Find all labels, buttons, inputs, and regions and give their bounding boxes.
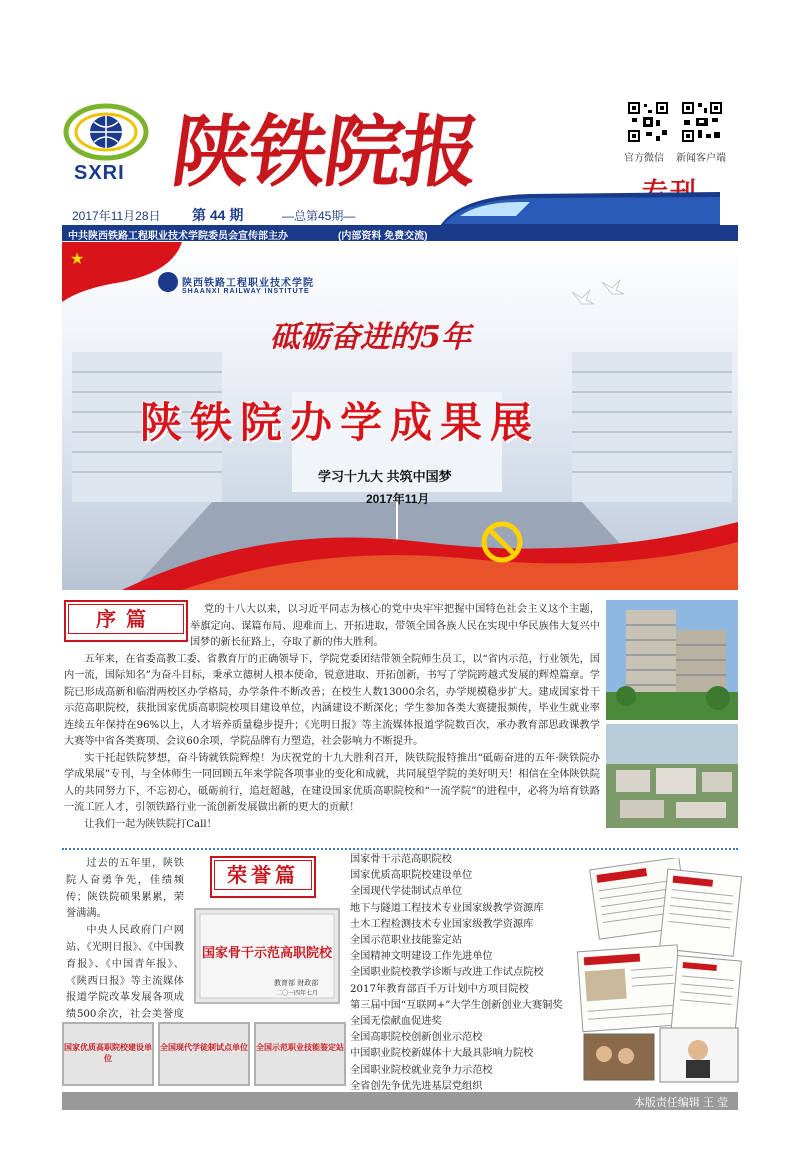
honor-item: 全省创先争优先进基层党组织 — [350, 1080, 483, 1092]
hero-slogan: 学习十九大 共筑中国梦 — [318, 469, 452, 484]
honor-item: 第三届中国“互联网+”大学生创新创业大赛铜奖 — [350, 999, 563, 1011]
plaque-small-title: 全国现代学徒制试点单位 — [160, 1042, 248, 1052]
honor-item: 中国职业院校新媒体十大最具影响力院校 — [350, 1048, 534, 1060]
honors-intro — [66, 856, 184, 1041]
honors-heading-box — [210, 856, 316, 898]
honor-item: 全国现代学徒制试点单位 — [350, 886, 463, 898]
preface-heading: 序篇 — [68, 604, 184, 634]
qr-code-icon[interactable] — [626, 100, 670, 144]
campus-building-photo — [606, 600, 738, 720]
total-issue-number: —总第45期— — [282, 209, 356, 223]
honors-list — [350, 852, 600, 1111]
plaque-main-date: 二〇一四年七月 — [276, 990, 319, 997]
plaque-main-org: 教育部 财政部 — [274, 979, 319, 987]
plaque-frame — [254, 1022, 346, 1086]
hero-date: 2017年11月 — [366, 492, 430, 506]
honors-intro-paragraph: 中央人民政府门户网站、《光明日报》、《中国教育报》、《中国青年报》、《陕西日报》等主流媒体报道学院改革发展各项成绩500余次，社会美誉度 — [66, 925, 184, 1021]
section-divider — [62, 848, 738, 850]
honor-item: 全国职业院校教学诊断与改进工作试点院校 — [350, 967, 544, 979]
svg-text:★: ★ — [70, 249, 85, 268]
publisher-band — [62, 225, 738, 241]
logo-text: SXRI — [74, 162, 125, 184]
hero-school-name: 陕西铁路工程职业技术学院 — [182, 278, 314, 289]
honor-item: 国家优质高职院校建设单位 — [350, 870, 473, 882]
hero-banner — [62, 242, 738, 590]
dateline — [62, 205, 442, 223]
plaque-main-title: 国家骨干示范高职院校 — [201, 946, 332, 961]
preface-article — [64, 602, 600, 833]
plaque-frame — [158, 1022, 250, 1086]
masthead-title: 陕铁院报 — [166, 107, 484, 198]
honors-heading: 荣誉篇 — [214, 860, 312, 890]
honor-item: 土木工程检测技术专业国家级教学资源库 — [350, 918, 534, 930]
preface-paragraph: 让我们一起为陕铁院打Call！ — [84, 818, 217, 830]
publisher-note: (内部资料 免费交流) — [338, 231, 428, 242]
qr-code-icon[interactable] — [680, 100, 724, 144]
honor-item: 全国职业院校就业竞争力示范校 — [350, 1064, 493, 1076]
plaque-small-title: 全国示范职业技能鉴定站 — [256, 1042, 344, 1052]
preface-paragraph: 五年来，在省委高教工委、省教育厅的正确领导下，学院党委团结带领全院师生员工，以“省内示范，行业领先，国内一流，国际知名”为奋斗目标，秉承立德树人根本使命，锐意进取、开拓创新，书写了学院跨越式发展的辉煌篇章。学院已形成高新和临渭两校区办学格局，办学条件不断改善；在校生人数13000余名，办学规模稳步扩大。建成国家骨干示范高职院校，获批国家优质高职院校项目建设单位，内涵建设不断深化；学生参加各类大赛捷报频传，毕业生就业率连续五年保持在96%以上，人才培养质量稳步提升；《光明日报》等主流媒体报道学院数百次，承办教育部思政课教学大赛等中省各类赛项、会议60余项，学院品牌有力塑造，社会影响力不断提升。 — [64, 653, 600, 747]
qr-label-wechat: 官方微信 — [624, 153, 664, 164]
honor-item: 全国示范职业技能鉴定站 — [350, 935, 463, 947]
honors-intro-paragraph: 过去的五年里，陕铁院人奋勇争先，佳绩频传；陕铁院硕果累累，荣誉满满。 — [66, 858, 184, 920]
honor-item: 国家骨干示范高职院校 — [350, 854, 452, 865]
campus-aerial-photo — [606, 724, 738, 828]
preface-paragraph: 党的十八大以来，以习近平同志为核心的党中央牢牢把握中国特色社会主义这个主题，举旗定向、谋篇布局、迎难而上、开拓进取，带领全国各族人民在实现中华民族伟大复兴中国梦的新长征路上，夺取了新的伟大胜利。 — [190, 604, 600, 648]
plaque-small-title: 国家优质高职院校建设单位 — [64, 1042, 152, 1063]
honor-item: 地下与隧道工程技术专业国家级教学资源库 — [350, 902, 544, 914]
preface-paragraph: 实干托起铁院梦想，奋斗铸就铁院辉煌！为庆祝党的十九大胜利召开，陕铁院报特推出“砥砺奋进的五年·陕铁院办学成果展”专刊，与全体师生一同回顾五年来学院各项事业的变化和成就，共同展望学院的美好明天！相信在全体陕铁院人的共同努力下，不忘初心，砥砺前行，追赶超越，在建设国家优质高职院校和“一流学院”的进程中，必将为培育铁路一流工匠人才，引领铁路行业一流创新发展做出新的更大的贡献！ — [64, 752, 600, 813]
honor-item: 全国高职院校创新创业示范校 — [350, 1032, 483, 1044]
hero-school-name-en: SHAANXI RAILWAY INSTITUTE — [182, 288, 310, 295]
hero-title: 陕铁院办学成果展 — [140, 398, 541, 447]
publisher-organizer: 中共陕西铁路工程职业技术学院委员会宣传部主办 — [68, 231, 288, 242]
issue-date: 2017年11月28日 — [72, 209, 161, 223]
qr-label-news-client: 新闻客户端 — [676, 153, 726, 164]
honor-item: 全国无偿献血促进奖 — [350, 1016, 442, 1028]
responsible-editor: 本版责任编辑 王 莹 — [633, 1097, 728, 1109]
hero-subtitle: 砥砺奋进的5年 — [270, 320, 471, 355]
plaque-main — [194, 908, 340, 1004]
issue-number: 第 44 期 — [192, 207, 244, 223]
honor-item: 全国精神文明建设工作先进单位 — [350, 951, 493, 963]
footer-bar — [62, 1092, 738, 1110]
honor-item: 2017年教育部百千万计划中方项目院校 — [350, 983, 529, 995]
